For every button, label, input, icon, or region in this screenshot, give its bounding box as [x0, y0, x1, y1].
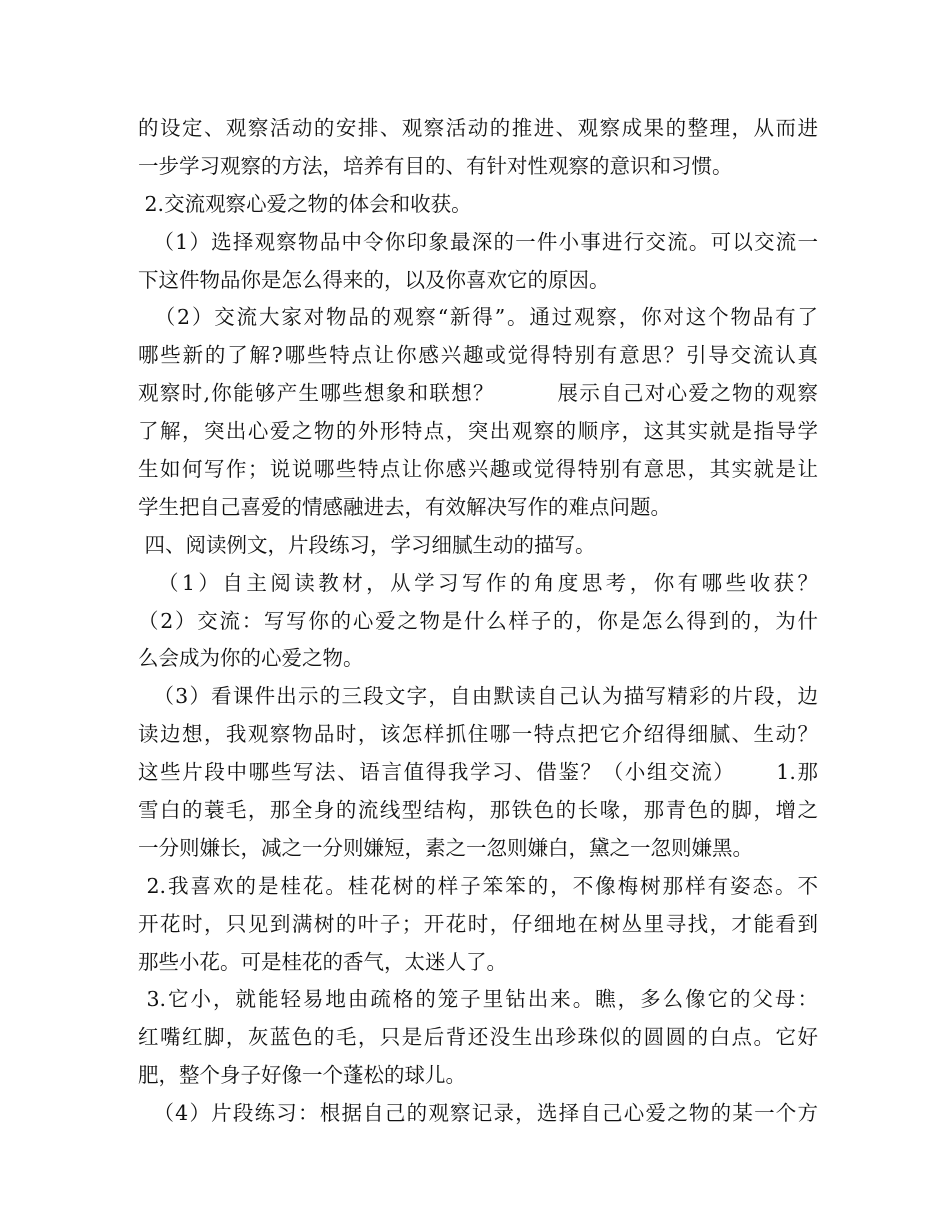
- text-line: 读边想，我观察物品时，该怎样抓住哪一特点把它介绍得细腻、生动？: [138, 722, 818, 747]
- text-line: 一分则嫌长，减之一分则嫌短，素之一忽则嫌白，黛之一忽则嫌黑。: [138, 835, 753, 860]
- text-line: 四、阅读例文，片段练习，学习细腻生动的描写。: [138, 532, 596, 557]
- text-line: （2）交流：写写你的心爱之物是什么样子的，你是怎么得到的，为什: [138, 608, 818, 633]
- text-line: 下这件物品你是怎么得来的，以及你喜欢它的原因。: [138, 267, 610, 292]
- text-line: 生如何写作；说说哪些特点让你感兴趣或觉得特别有意思，其实就是让: [138, 457, 818, 482]
- text-line: 那些小花。可是桂花的香气，太迷人了。: [138, 949, 507, 974]
- text-line: （2）交流大家对物品的观察“新得”。通过观察，你对这个物品有了: [138, 305, 818, 330]
- document-body: [138, 110, 818, 1133]
- text-line: 一步学习观察的方法，培养有目的、有针对性观察的意识和习惯。: [138, 153, 733, 178]
- text-line: 雪白的蓑毛，那全身的流线型结构，那铁色的长喙，那青色的脚，增之: [138, 798, 818, 823]
- text-line: 了解，突出心爱之物的外形特点，突出观察的顺序，这其实就是指导学: [138, 419, 818, 444]
- text-line: 肥，整个身子好像一个蓬松的球儿。: [138, 1063, 466, 1088]
- text-line: 观察时,你能够产生哪些想象和联想？ 展示自己对心爱之物的观察: [138, 381, 818, 406]
- text-line: 的设定、观察活动的安排、观察活动的推进、观察成果的整理，从而进: [138, 116, 818, 140]
- text-line: 开花时，只见到满树的叶子；开花时，仔细地在树丛里寻找，才能看到: [138, 911, 818, 936]
- text-line: （1）自主阅读教材，从学习写作的角度思考，你有哪些收获？: [138, 570, 818, 595]
- text-line: 红嘴红脚，灰蓝色的毛，只是后背还没生出珍珠似的圆圆的白点。它好: [138, 1025, 818, 1050]
- text-line: 这些片段中哪些写法、语言值得我学习、借鉴？（小组交流） 1.那: [138, 760, 818, 785]
- text-line: （4）片段练习：根据自己的观察记录，选择自己心爱之物的某一个方: [138, 1101, 818, 1126]
- text-line: 3.它小，就能轻易地由疏格的笼子里钻出来。瞧，多么像它的父母：: [138, 987, 818, 1012]
- text-line: 学生把自己喜爱的情感融进去，有效解决写作的难点问题。: [138, 494, 671, 519]
- text-line: （1）选择观察物品中令你印象最深的一件小事进行交流。可以交流一: [138, 229, 818, 254]
- text-line: 么会成为你的心爱之物。: [138, 646, 364, 671]
- text-line: （3）看课件出示的三段文字，自由默读自己认为描写精彩的片段，边: [138, 684, 818, 709]
- text-line: 哪些新的了解?哪些特点让你感兴趣或觉得特别有意思？引导交流认真: [138, 343, 818, 368]
- text-line: 2.交流观察心爱之物的体会和收获。: [138, 191, 472, 216]
- text-line: 2.我喜欢的是桂花。桂花树的样子笨笨的，不像梅树那样有姿态。不: [138, 873, 818, 898]
